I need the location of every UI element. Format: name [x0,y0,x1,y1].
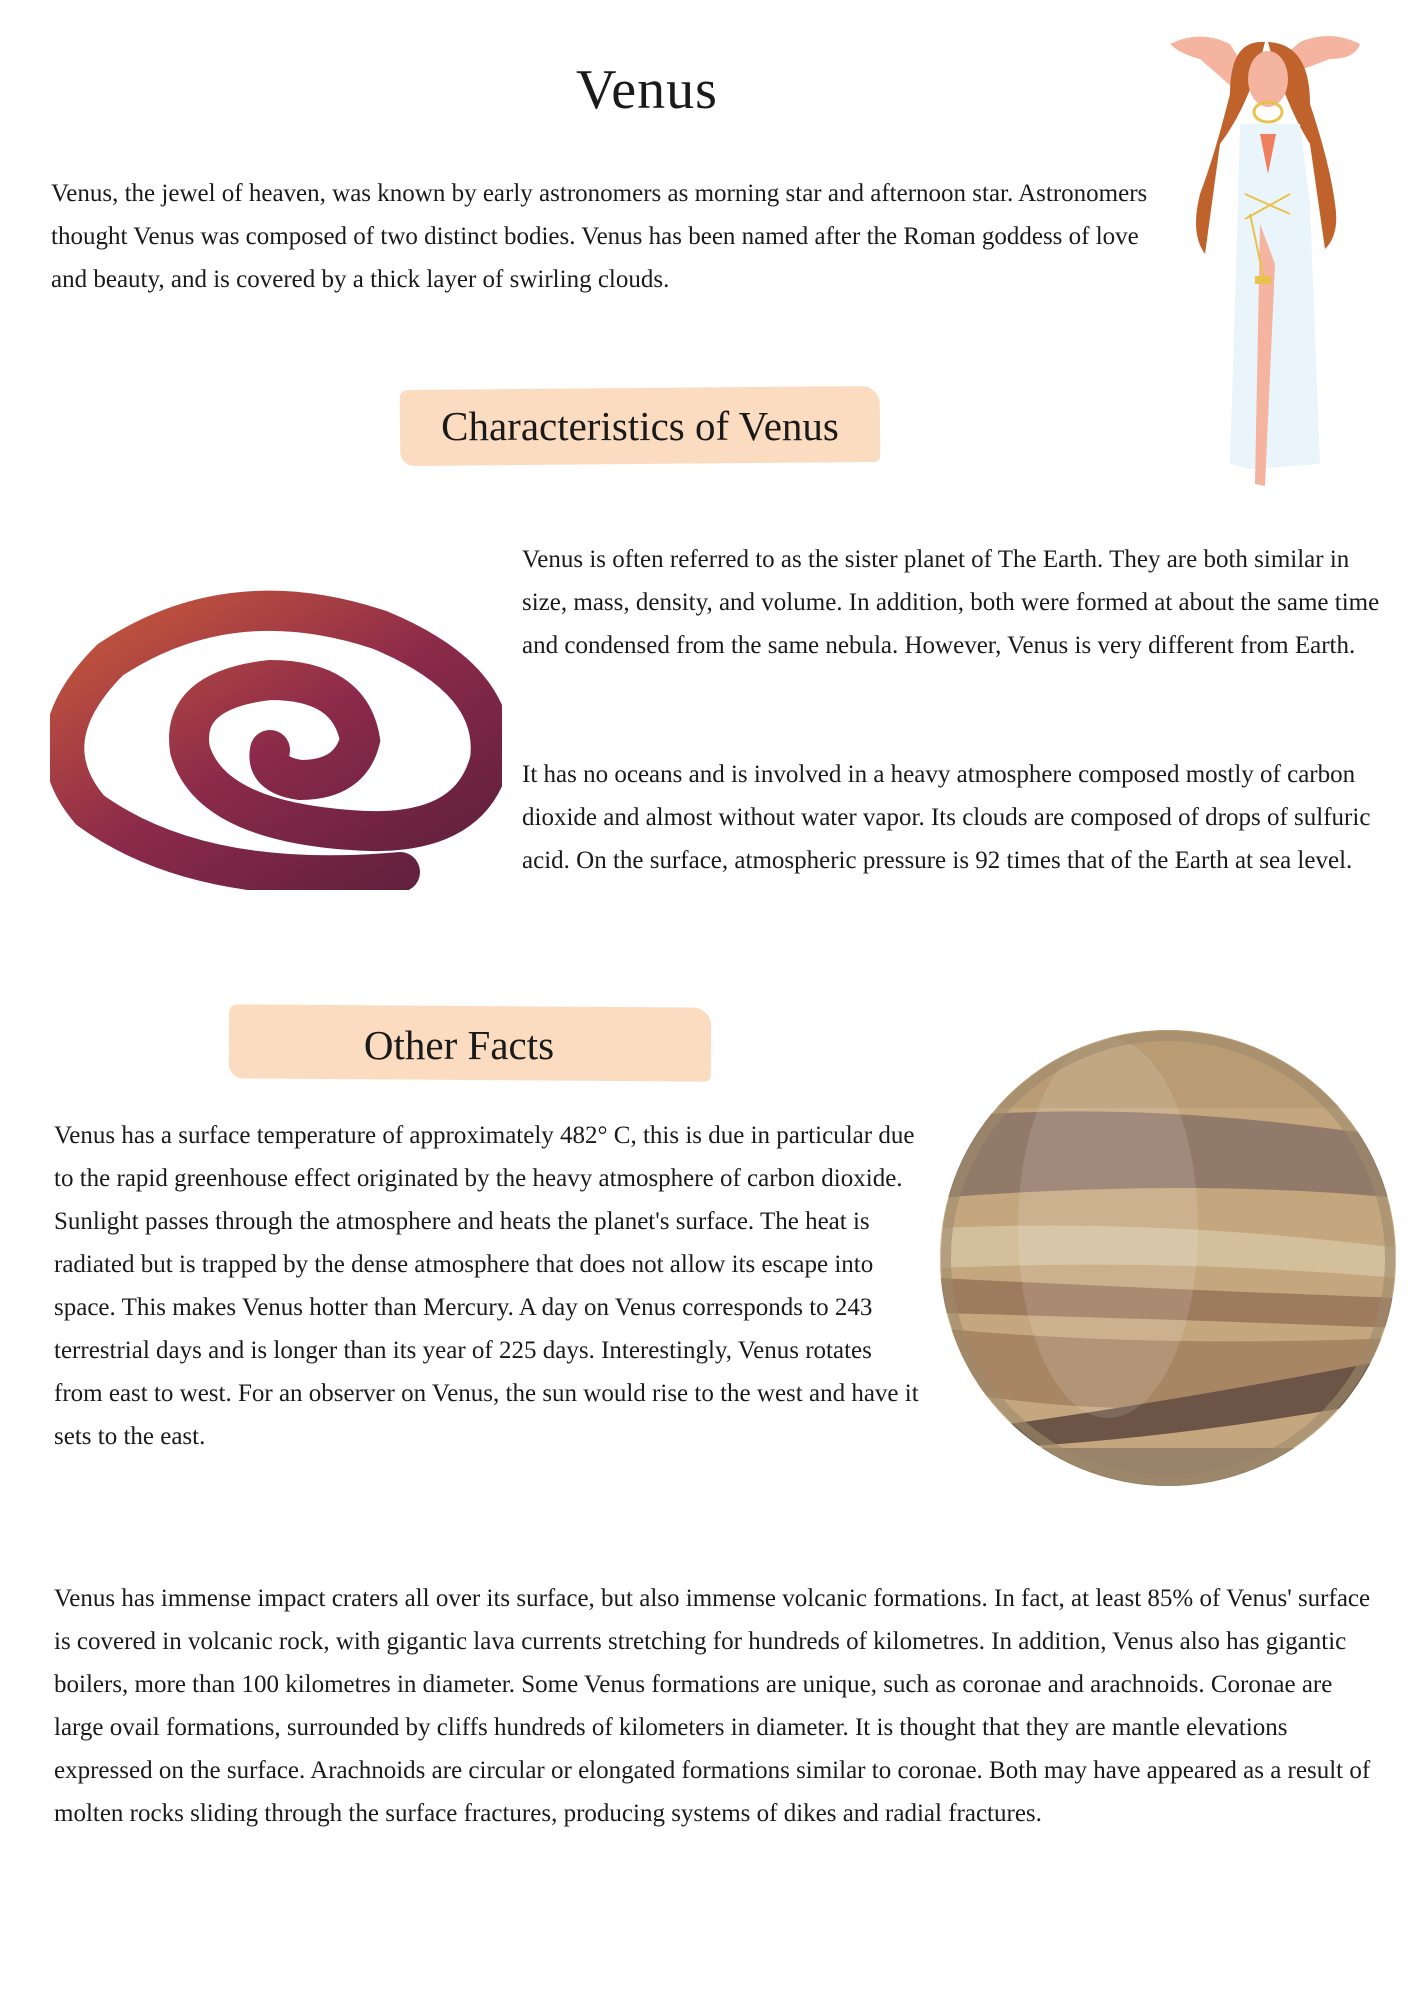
spiral-illustration [50,590,502,890]
page-title: Venus [576,59,718,121]
characteristics-paragraph-2: It has no oceans and is involved in a heavy atmosphere composed mostly of carbon dioxide and almost without water vapor. Its clouds are composed of drops of sulfuric acid. On the surface, atmospheric pressure is 92 times that of the Earth at sea level. [522,761,1371,874]
other-facts-paragraph-1: Venus has a surface temperature of approximately 482° C, this is due in particular due to the rapid greenhouse effect originated by the heavy atmosphere of carbon dioxide. Sunlight passes through the atmosphere and heats the planet's surface. The heat is radiated but is trapped by the dense atmosphere that does not allow its escape into space. This makes Venus hotter than Mercury. A day on Venus corresponds to 243 terrestrial days and is longer than its year of 225 days. Interestingly, Venus rotates from east to west. For an observer on Venus, the sun would rise to the west and have it sets to the east. [54,1122,919,1450]
other-facts-heading: Other Facts [363,1022,555,1068]
venus-planet-illustration [938,1028,1398,1488]
intro-paragraph: Venus, the jewel of heaven, was known by early astronomers as morning star and afternoon star. Astronomers thought Venus was composed of two distinct bodies. Venus has been named after the Roman goddess of love and beauty, and is covered by a thick layer of swirling clouds. [51,180,1148,293]
characteristics-heading: Characteristics of Venus [441,403,839,449]
venus-goddess-illustration [1160,24,1372,496]
other-facts-paragraph-2: Venus has immense impact craters all over its surface, but also immense volcanic formations. In fact, at least 85% of Venus' surface is covered in volcanic rock, with gigantic lava currents stretching for hundreds of kilometres. In addition, Venus also has gigantic boilers, more than 100 kilometres in diameter. Some Venus formations are unique, such as coronae and arachnoids. Coronae are large ovail formations, surrounded by cliffs hundreds of kilometers in diameter. It is thought that they are mantle elevations expressed on the surface. Arachnoids are circular or elongated formations similar to coronae. Both may have appeared as a result of molten rocks sliding through the surface fractures, producing systems of dikes and radial fractures. [54,1585,1371,1827]
characteristics-paragraph-1: Venus is often referred to as the sister planet of The Earth. They are both similar in size, mass, density, and volume. In addition, both were formed at about the same time and condensed from the same nebula. However, Venus is very different from Earth. [522,546,1380,659]
